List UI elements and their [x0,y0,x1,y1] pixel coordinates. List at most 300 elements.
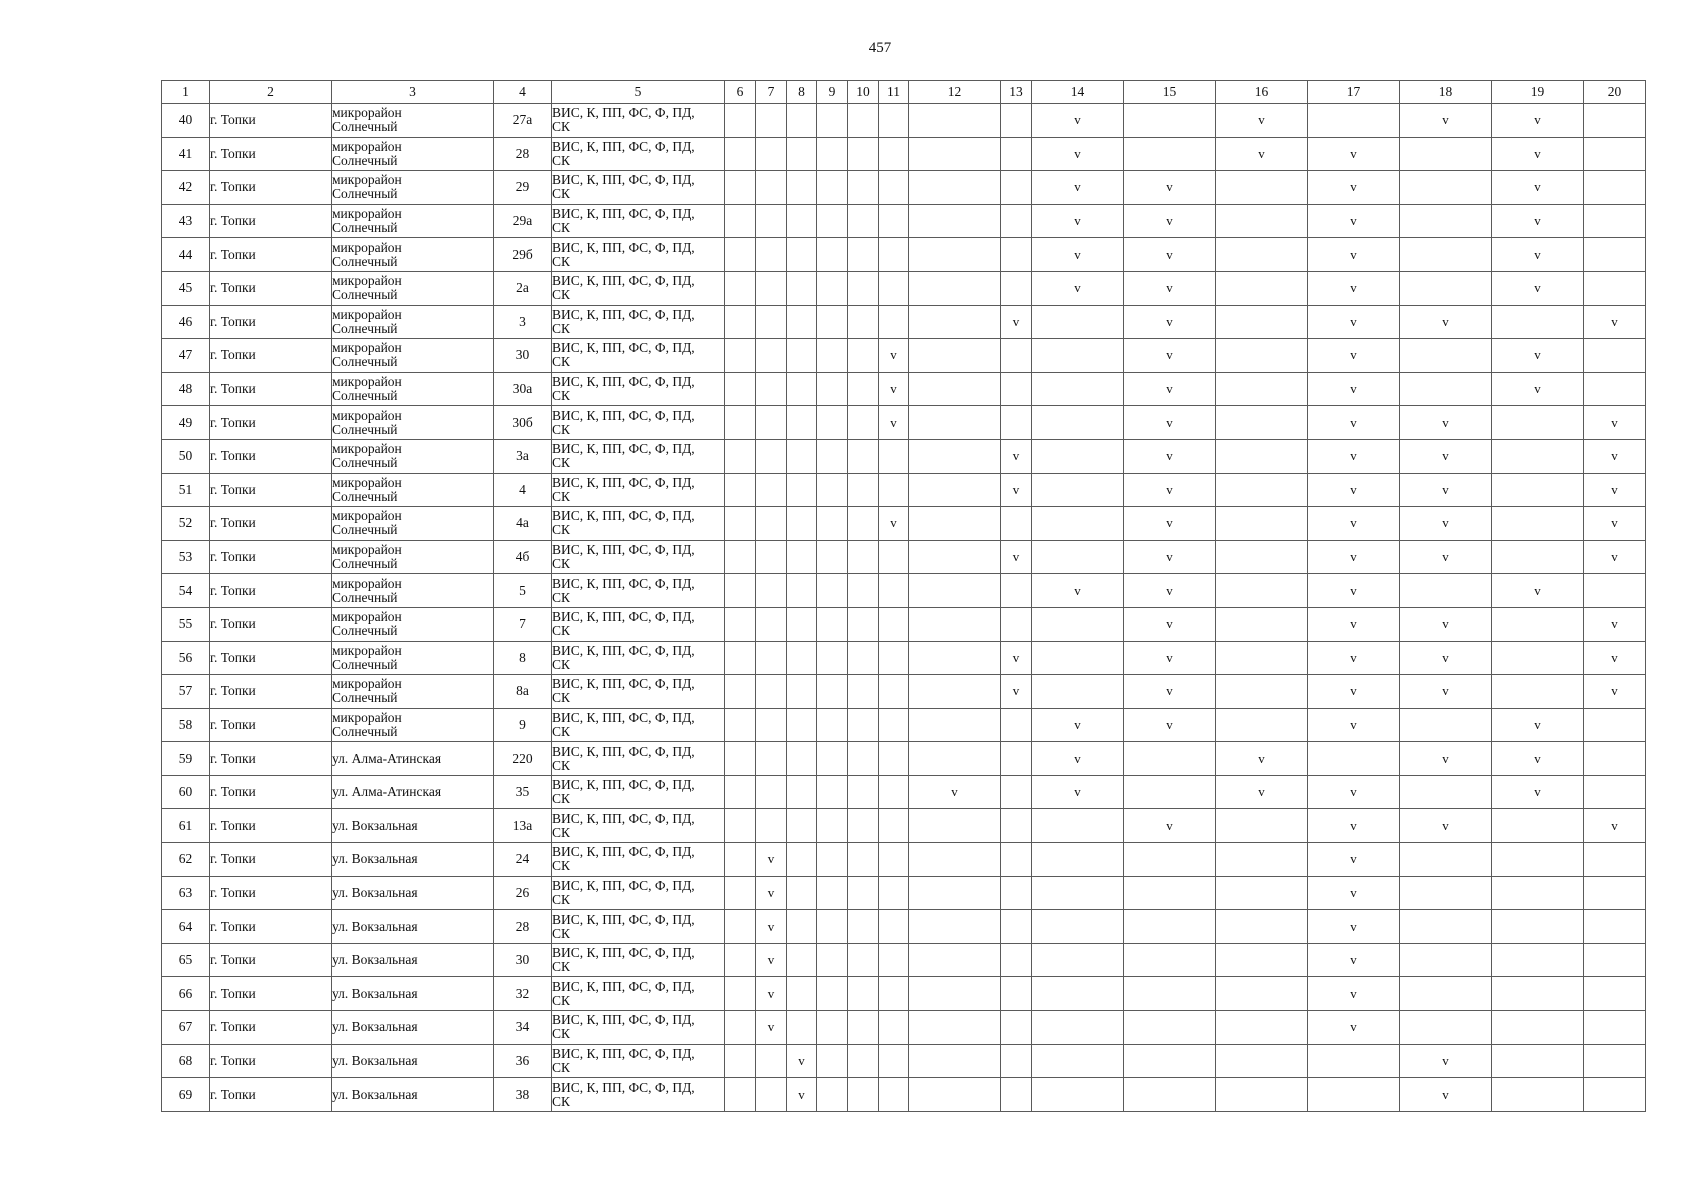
mark-cell-col-13 [1001,910,1032,944]
check-mark: v [1166,649,1173,665]
mark-cell-col-6 [725,137,756,171]
table-row [162,1011,1646,1045]
mark-cell-col-10 [848,809,879,843]
mark-cell-col-14 [1032,137,1124,171]
column-header-8: 8 [787,81,817,104]
mark-cell-col-18 [1400,507,1492,541]
table-row [162,876,1646,910]
city-cell: г. Топки [210,742,332,776]
check-mark: v [1166,549,1173,565]
mark-cell-col-11 [879,1078,909,1112]
street-line: ул. Вокзальная [332,918,418,934]
row-number: 60 [162,775,210,809]
check-mark: v [1350,280,1357,296]
mark-cell-col-8 [787,238,817,272]
utilities-line: ВИС, К, ПП, ФС, Ф, ПД, [552,777,695,793]
street-line: микрорайон [332,407,402,423]
table-row [162,943,1646,977]
utilities-line: СК [552,354,571,370]
check-mark: v [890,414,897,430]
mark-cell-col-12 [909,742,1001,776]
row-number: 68 [162,1044,210,1078]
mark-cell-col-15 [1124,171,1216,205]
mark-cell-col-17 [1308,843,1400,877]
street-line: Солнечный [332,455,398,471]
utilities-cell [552,540,725,574]
mark-cell-col-10 [848,742,879,776]
mark-cell-col-6 [725,1078,756,1112]
utilities-line: СК [552,388,571,404]
street-line: Солнечный [332,354,398,370]
city-cell: г. Топки [210,943,332,977]
street-line: микрорайон [332,340,402,356]
mark-cell-col-18 [1400,372,1492,406]
utilities-cell [552,238,725,272]
check-mark: v [1534,784,1541,800]
mark-cell-col-19 [1492,843,1584,877]
check-mark: v [1166,280,1173,296]
mark-cell-col-18 [1400,104,1492,138]
mark-cell-col-17 [1308,943,1400,977]
mark-cell-col-12 [909,372,1001,406]
street-cell [332,104,494,138]
mark-cell-col-9 [817,507,848,541]
city-cell: г. Топки [210,574,332,608]
check-mark: v [1012,549,1020,565]
row-number: 53 [162,540,210,574]
check-mark: v [1534,280,1541,296]
row-number: 58 [162,708,210,742]
mark-cell-col-16 [1216,843,1308,877]
utilities-line: ВИС, К, ПП, ФС, Ф, ПД, [552,877,695,893]
house-number-cell: 8а [494,675,552,709]
column-header-2: 2 [210,81,332,104]
utilities-cell [552,204,725,238]
mark-cell-col-13 [1001,1044,1032,1078]
street-line: ул. Алма-Атинская [332,750,442,766]
mark-cell-col-13 [1001,271,1032,305]
mark-cell-col-17 [1308,171,1400,205]
mark-cell-col-14 [1032,742,1124,776]
mark-cell-col-20 [1584,910,1646,944]
check-mark: v [1258,112,1265,128]
mark-cell-col-8 [787,137,817,171]
city-cell: г. Топки [210,271,332,305]
mark-cell-col-16 [1216,641,1308,675]
check-mark: v [1350,179,1357,195]
mark-cell-col-15 [1124,1044,1216,1078]
mark-cell-col-7 [756,339,787,373]
mark-cell-col-16 [1216,372,1308,406]
column-header-11: 11 [879,81,909,104]
utilities-line: ВИС, К, ПП, ФС, Ф, ПД, [552,945,695,961]
check-mark: v [1442,515,1449,531]
mark-cell-col-18 [1400,305,1492,339]
check-mark: v [1258,784,1265,800]
mark-cell-col-9 [817,372,848,406]
mark-cell-col-15 [1124,1011,1216,1045]
mark-cell-col-9 [817,1078,848,1112]
column-header-3: 3 [332,81,494,104]
mark-cell-col-19 [1492,775,1584,809]
utilities-cell [552,977,725,1011]
mark-cell-col-14 [1032,473,1124,507]
mark-cell-col-8 [787,372,817,406]
check-mark: v [1166,213,1173,229]
mark-cell-col-16 [1216,742,1308,776]
mark-cell-col-12 [909,1011,1001,1045]
mark-cell-col-19 [1492,809,1584,843]
mark-cell-col-13 [1001,943,1032,977]
check-mark: v [1166,582,1173,598]
house-number-cell: 2а [494,271,552,305]
table-body [162,104,1646,1112]
mark-cell-col-18 [1400,574,1492,608]
mark-cell-col-7 [756,943,787,977]
street-line: микрорайон [332,374,402,390]
mark-cell-col-7 [756,1011,787,1045]
mark-cell-col-6 [725,473,756,507]
column-header-7: 7 [756,81,787,104]
mark-cell-col-16 [1216,473,1308,507]
mark-cell-col-16 [1216,675,1308,709]
mark-cell-col-19 [1492,271,1584,305]
mark-cell-col-11 [879,775,909,809]
mark-cell-col-19 [1492,641,1584,675]
row-number: 48 [162,372,210,406]
mark-cell-col-18 [1400,910,1492,944]
check-mark: v [890,347,897,363]
city-cell: г. Топки [210,104,332,138]
mark-cell-col-16 [1216,1044,1308,1078]
utilities-line: СК [552,589,571,605]
check-mark: v [1442,683,1449,699]
utilities-line: СК [552,623,571,639]
mark-cell-col-6 [725,305,756,339]
mark-cell-col-13 [1001,574,1032,608]
city-cell: г. Топки [210,775,332,809]
city-cell: г. Топки [210,406,332,440]
utilities-line: ВИС, К, ПП, ФС, Ф, ПД, [552,676,695,692]
mark-cell-col-14 [1032,171,1124,205]
mark-cell-col-6 [725,238,756,272]
row-number: 47 [162,339,210,373]
city-cell: г. Топки [210,876,332,910]
city-cell: г. Топки [210,372,332,406]
house-number-cell: 29 [494,171,552,205]
mark-cell-col-16 [1216,574,1308,608]
mark-cell-col-8 [787,406,817,440]
mark-cell-col-11 [879,809,909,843]
mark-cell-col-18 [1400,204,1492,238]
street-line: Солнечный [332,152,398,168]
utilities-line: ВИС, К, ПП, ФС, Ф, ПД, [552,508,695,524]
table-row [162,305,1646,339]
mark-cell-col-12 [909,238,1001,272]
mark-cell-col-6 [725,910,756,944]
street-line: микрорайон [332,273,402,289]
utilities-line: СК [552,723,571,739]
street-line: Солнечный [332,421,398,437]
check-mark: v [1534,213,1541,229]
mark-cell-col-11 [879,271,909,305]
mark-cell-col-7 [756,540,787,574]
check-mark: v [1611,448,1618,464]
house-number-cell: 4 [494,473,552,507]
check-mark: v [890,515,897,531]
utilities-line: СК [552,1059,571,1075]
mark-cell-col-16 [1216,439,1308,473]
street-line: микрорайон [332,206,402,222]
mark-cell-col-7 [756,271,787,305]
mark-cell-col-16 [1216,1078,1308,1112]
check-mark: v [1166,716,1173,732]
utilities-line: ВИС, К, ПП, ФС, Ф, ПД, [552,978,695,994]
utilities-line: СК [552,992,571,1008]
mark-cell-col-18 [1400,943,1492,977]
mark-cell-col-20 [1584,372,1646,406]
mark-cell-col-19 [1492,473,1584,507]
utilities-line: ВИС, К, ПП, ФС, Ф, ПД, [552,407,695,423]
mark-cell-col-7 [756,607,787,641]
check-mark: v [1074,582,1081,598]
check-mark: v [1611,414,1618,430]
mark-cell-col-7 [756,876,787,910]
utilities-cell [552,742,725,776]
mark-cell-col-13 [1001,507,1032,541]
mark-cell-col-16 [1216,977,1308,1011]
row-number: 52 [162,507,210,541]
mark-cell-col-15 [1124,574,1216,608]
mark-cell-col-6 [725,1011,756,1045]
check-mark: v [1350,616,1357,632]
table-row [162,574,1646,608]
utilities-line: ВИС, К, ПП, ФС, Ф, ПД, [552,306,695,322]
mark-cell-col-15 [1124,305,1216,339]
mark-cell-col-20 [1584,876,1646,910]
check-mark: v [1350,817,1357,833]
house-number-cell: 30б [494,406,552,440]
row-number: 67 [162,1011,210,1045]
mark-cell-col-13 [1001,843,1032,877]
mark-cell-col-9 [817,775,848,809]
street-cell [332,439,494,473]
mark-cell-col-17 [1308,339,1400,373]
check-mark: v [1166,481,1173,497]
mark-cell-col-16 [1216,708,1308,742]
mark-cell-col-6 [725,439,756,473]
city-cell: г. Топки [210,1044,332,1078]
row-number: 46 [162,305,210,339]
mark-cell-col-17 [1308,977,1400,1011]
utilities-cell [552,910,725,944]
house-number-cell: 7 [494,607,552,641]
mark-cell-col-6 [725,204,756,238]
mark-cell-col-18 [1400,641,1492,675]
mark-cell-col-12 [909,1044,1001,1078]
city-cell: г. Топки [210,607,332,641]
street-line: ул. Вокзальная [332,1052,418,1068]
mark-cell-col-12 [909,943,1001,977]
street-line: Солнечный [332,119,398,135]
street-line: Солнечный [332,623,398,639]
house-number-cell: 32 [494,977,552,1011]
mark-cell-col-15 [1124,607,1216,641]
mark-cell-col-14 [1032,238,1124,272]
row-number: 43 [162,204,210,238]
mark-cell-col-15 [1124,876,1216,910]
mark-cell-col-19 [1492,137,1584,171]
mark-cell-col-14 [1032,540,1124,574]
mark-cell-col-19 [1492,372,1584,406]
house-number-cell: 30 [494,943,552,977]
mark-cell-col-7 [756,305,787,339]
check-mark: v [1074,784,1081,800]
mark-cell-col-9 [817,171,848,205]
mark-cell-col-10 [848,305,879,339]
mark-cell-col-17 [1308,775,1400,809]
street-line: Солнечный [332,556,398,572]
street-line: Солнечный [332,723,398,739]
street-line: Солнечный [332,690,398,706]
mark-cell-col-11 [879,238,909,272]
utilities-line: ВИС, К, ПП, ФС, Ф, ПД, [552,239,695,255]
mark-cell-col-14 [1032,1011,1124,1045]
mark-cell-col-8 [787,943,817,977]
mark-cell-col-16 [1216,540,1308,574]
utilities-cell [552,1078,725,1112]
street-line: Солнечный [332,589,398,605]
mark-cell-col-10 [848,204,879,238]
street-line: микрорайон [332,172,402,188]
street-line: Солнечный [332,287,398,303]
mark-cell-col-13 [1001,607,1032,641]
row-number: 50 [162,439,210,473]
check-mark: v [1350,481,1357,497]
house-number-cell: 30 [494,339,552,373]
utilities-line: ВИС, К, ПП, ФС, Ф, ПД, [552,575,695,591]
mark-cell-col-8 [787,843,817,877]
mark-cell-col-14 [1032,271,1124,305]
mark-cell-col-10 [848,641,879,675]
mark-cell-col-12 [909,607,1001,641]
street-line: ул. Вокзальная [332,952,418,968]
mark-cell-col-11 [879,305,909,339]
mark-cell-col-19 [1492,1078,1584,1112]
mark-cell-col-11 [879,843,909,877]
mark-cell-col-12 [909,675,1001,709]
mark-cell-col-9 [817,271,848,305]
city-cell: г. Топки [210,708,332,742]
mark-cell-col-7 [756,910,787,944]
street-cell [332,372,494,406]
column-header-14: 14 [1032,81,1124,104]
utilities-cell [552,876,725,910]
mark-cell-col-20 [1584,574,1646,608]
mark-cell-col-6 [725,540,756,574]
mark-cell-col-19 [1492,1011,1584,1045]
mark-cell-col-18 [1400,439,1492,473]
street-cell [332,1011,494,1045]
mark-cell-col-16 [1216,137,1308,171]
mark-cell-col-9 [817,607,848,641]
mark-cell-col-13 [1001,439,1032,473]
mark-cell-col-12 [909,305,1001,339]
mark-cell-col-19 [1492,943,1584,977]
utilities-line: СК [552,690,571,706]
mark-cell-col-20 [1584,943,1646,977]
utilities-cell [552,339,725,373]
mark-cell-col-17 [1308,675,1400,709]
mark-cell-col-13 [1001,372,1032,406]
utilities-line: СК [552,455,571,471]
mark-cell-col-8 [787,271,817,305]
mark-cell-col-10 [848,271,879,305]
mark-cell-col-17 [1308,809,1400,843]
mark-cell-col-19 [1492,238,1584,272]
mark-cell-col-10 [848,171,879,205]
mark-cell-col-20 [1584,742,1646,776]
mark-cell-col-12 [909,507,1001,541]
row-number: 44 [162,238,210,272]
check-mark: v [1350,952,1357,968]
mark-cell-col-14 [1032,204,1124,238]
mark-cell-col-18 [1400,775,1492,809]
mark-cell-col-13 [1001,305,1032,339]
mark-cell-col-11 [879,910,909,944]
mark-cell-col-19 [1492,977,1584,1011]
mark-cell-col-9 [817,943,848,977]
utilities-cell [552,439,725,473]
mark-cell-col-20 [1584,406,1646,440]
house-number-cell: 5 [494,574,552,608]
city-cell: г. Топки [210,171,332,205]
street-line: ул. Вокзальная [332,851,418,867]
mark-cell-col-16 [1216,507,1308,541]
check-mark: v [1074,213,1081,229]
table-row [162,910,1646,944]
mark-cell-col-15 [1124,910,1216,944]
check-mark: v [1534,750,1541,766]
mark-cell-col-15 [1124,742,1216,776]
city-cell: г. Топки [210,305,332,339]
table-row [162,171,1646,205]
mark-cell-col-17 [1308,708,1400,742]
mark-cell-col-15 [1124,204,1216,238]
mark-cell-col-6 [725,876,756,910]
mark-cell-col-15 [1124,675,1216,709]
mark-cell-col-19 [1492,339,1584,373]
table-row [162,607,1646,641]
row-number: 41 [162,137,210,171]
mark-cell-col-11 [879,943,909,977]
check-mark: v [1442,549,1449,565]
check-mark: v [890,381,897,397]
mark-cell-col-14 [1032,708,1124,742]
mark-cell-col-9 [817,708,848,742]
mark-cell-col-20 [1584,473,1646,507]
mark-cell-col-18 [1400,742,1492,776]
city-cell: г. Топки [210,137,332,171]
mark-cell-col-6 [725,843,756,877]
mark-cell-col-16 [1216,943,1308,977]
city-cell: г. Топки [210,675,332,709]
column-header-15: 15 [1124,81,1216,104]
utilities-line: ВИС, К, ПП, ФС, Ф, ПД, [552,374,695,390]
street-cell [332,540,494,574]
table-row [162,507,1646,541]
mark-cell-col-13 [1001,137,1032,171]
